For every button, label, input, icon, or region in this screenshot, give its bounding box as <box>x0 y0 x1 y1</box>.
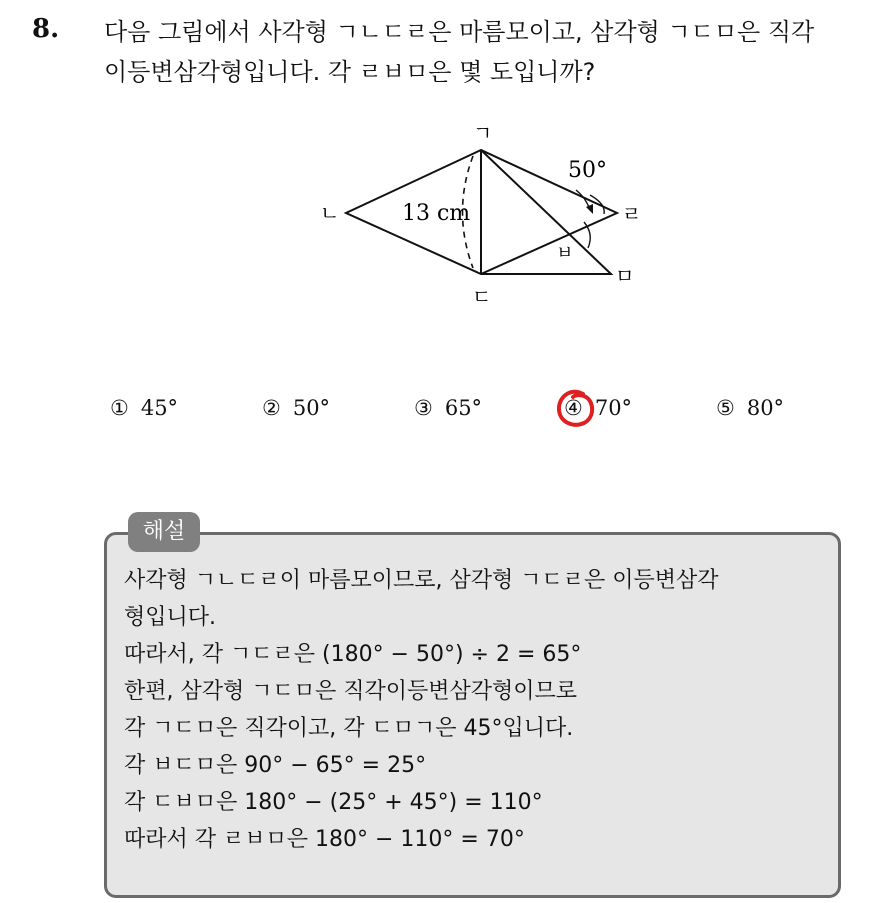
solution-line-4: 한편, 삼각형 ㄱㄷㅁ은 직각이등변삼각형이므로 <box>124 679 578 704</box>
choice-1-number: ① <box>110 396 129 420</box>
choice-1[interactable] <box>110 396 178 420</box>
question-line-2: 이등변삼각형입니다. 각 ㄹㅂㅁ은 몇 도입니까? <box>104 58 596 86</box>
choice-3-number: ③ <box>414 396 433 420</box>
question-number: 8. <box>32 14 60 44</box>
angle-arrow-head <box>586 204 593 214</box>
answer-mark-circle <box>553 385 599 431</box>
label-n: ㄴ <box>320 201 340 225</box>
choice-5-value: 80° <box>746 396 785 420</box>
label-g: ㄱ <box>473 121 493 145</box>
solution-line-1: 사각형 ㄱㄴㄷㄹ이 마름모이므로, 삼각형 ㄱㄷㄹ은 이등변삼각 <box>124 568 719 593</box>
solution-line-6: 각 ㅂㄷㅁ은 90° − 65° = 25° <box>124 753 427 778</box>
choice-2[interactable] <box>262 396 330 420</box>
choice-4-number: ④ <box>564 396 583 420</box>
label-m: ㅁ <box>615 264 635 288</box>
choice-3[interactable] <box>414 396 482 420</box>
angle-label: 50° <box>568 158 607 183</box>
label-b: ㅂ <box>556 243 574 264</box>
solution-line-3: 따라서, 각 ㄱㄷㄹ은 (180° − 50°) ÷ 2 = 65° <box>124 642 582 667</box>
solution-line-8: 따라서 각 ㄹㅂㅁ은 180° − 110° = 70° <box>124 827 525 852</box>
length-label: 13 cm <box>402 201 471 226</box>
question-text <box>104 12 874 92</box>
solution-line-2: 형입니다. <box>124 605 217 630</box>
choice-2-value: 50° <box>292 396 331 420</box>
choice-3-value: 65° <box>444 396 483 420</box>
label-r: ㄹ <box>622 202 642 226</box>
choice-1-value: 45° <box>140 396 179 420</box>
choice-5-number: ⑤ <box>716 396 735 420</box>
solution-tag: 해설 <box>128 512 200 552</box>
choice-5[interactable] <box>716 396 784 420</box>
choice-2-number: ② <box>262 396 281 420</box>
question-line-1: 다음 그림에서 사각형 ㄱㄴㄷㄹ은 마름모이고, 삼각형 ㄱㄷㅁ은 직각 <box>104 18 815 46</box>
solution-line-7: 각 ㄷㅂㅁ은 180° − (25° + 45°) = 110° <box>124 790 543 815</box>
choice-4-value: 70° <box>594 396 633 420</box>
solution-text <box>124 562 834 858</box>
solution-line-5: 각 ㄱㄷㅁ은 직각이고, 각 ㄷㅁㄱ은 45°입니다. <box>124 716 574 741</box>
answer-choices <box>0 396 884 432</box>
label-d: ㄷ <box>472 285 492 309</box>
rhombus-figure <box>290 110 670 320</box>
